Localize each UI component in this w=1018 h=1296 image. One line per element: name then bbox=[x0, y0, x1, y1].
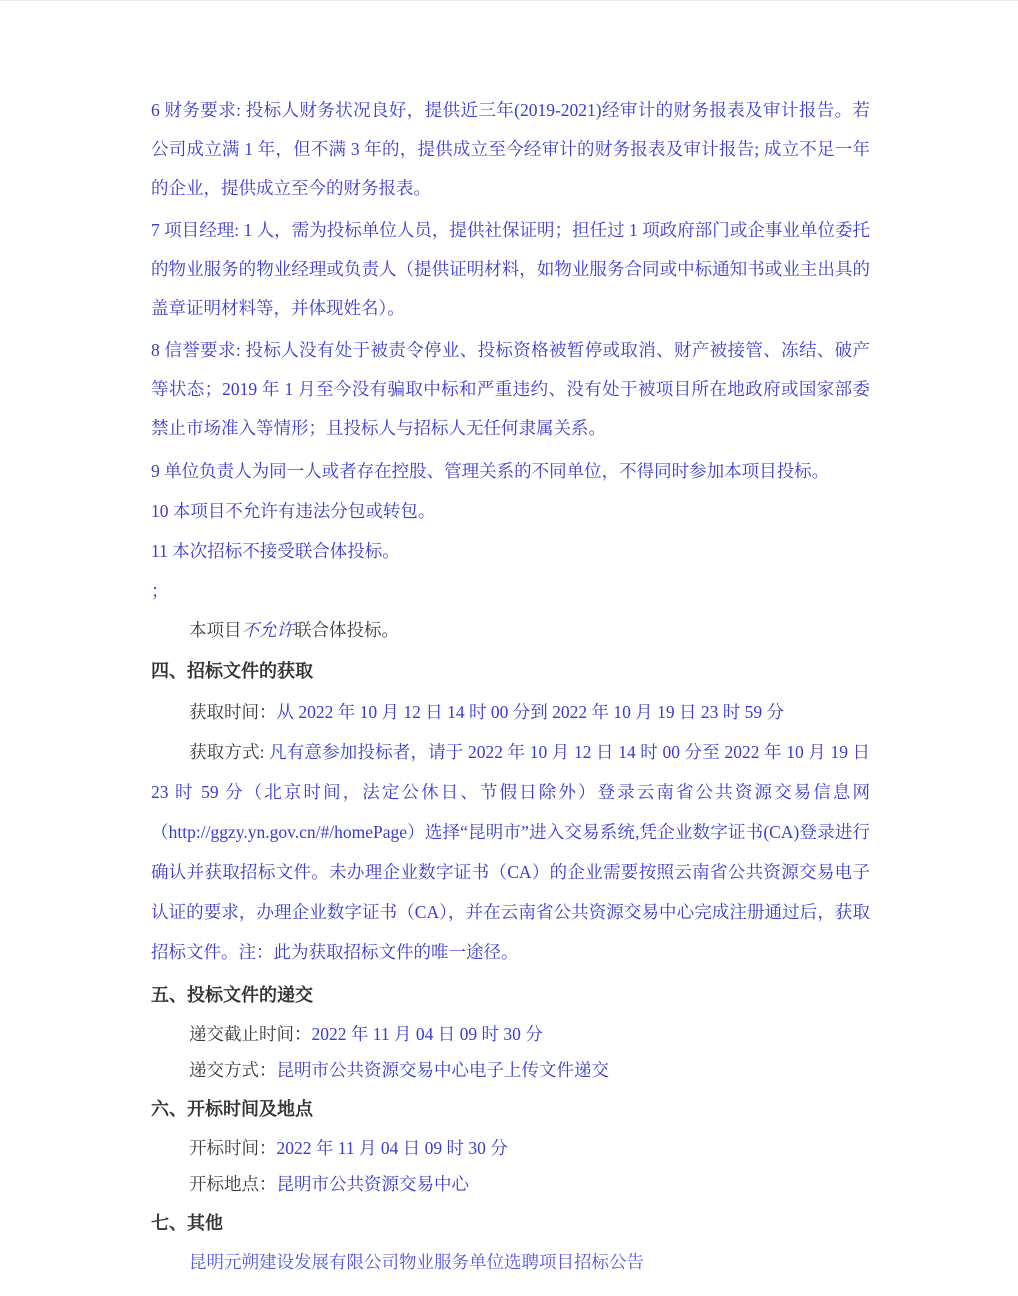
other-note-line: 昆明元朔建设发展有限公司物业服务单位选聘项目招标公告 bbox=[189, 1252, 644, 1272]
same-person-restriction-line: 9 单位负责人为同一人或者存在控股、管理关系的不同单位，不得同时参加本项目投标。 bbox=[151, 461, 830, 481]
project-manager-paragraph: 7 项目经理: 1 人，需为投标单位人员，提供社保证明；担任过 1 项政府部门或企事业单位委托的物业服务的物业经理或负责人（提供证明材料，如物业服务合同或中标通知书或业主出具的盖章证明材料等，并体现姓名）。 bbox=[151, 220, 870, 318]
submit-method-value: 昆明市公共资源交易中心电子上传文件递交 bbox=[276, 1060, 609, 1080]
consortium-note-suffix: 联合体投标。 bbox=[294, 620, 399, 640]
obtain-method-value: 凡有意参加投标者，请于 2022 年 10 月 12 日 14 时 00 分至 2022 年 10 月 19 日 23 时 59 分（北京时间，法定公休日、节假日除外）登录云南省公共资源交易信息网（http://ggzy.yn.gov.cn/#/homePage）选择“昆明市”进入交易系统,凭企业数字证书(CA)登录进行确认并获取招标文件。未办理企业数字证书（CA）的企业需要按照云南省公共资源交易电子认证的要求，办理企业数字证书（CA），并在云南省公共资源交易中心完成注册通过后，获取招标文件。注：此为获取招标文件的唯一途径。 bbox=[151, 742, 870, 962]
obtain-method-paragraph bbox=[151, 732, 870, 972]
obtain-time-label: 获取时间： bbox=[189, 702, 277, 722]
section-5-heading: 五、投标文件的递交 bbox=[151, 985, 313, 1005]
stray-semicolon: ； bbox=[151, 581, 169, 601]
bid-opening-time-line bbox=[151, 1130, 870, 1166]
bid-opening-time-label: 开标时间： bbox=[189, 1138, 277, 1158]
bid-opening-time-value: 2022 年 11 月 04 日 09 时 30 分 bbox=[276, 1138, 508, 1158]
bid-opening-place-value: 昆明市公共资源交易中心 bbox=[276, 1174, 469, 1194]
no-subcontract-line: 10 本项目不允许有违法分包或转包。 bbox=[151, 501, 436, 521]
obtain-method-label: 获取方式: bbox=[189, 742, 270, 762]
no-consortium-line: 11 本次招标不接受联合体投标。 bbox=[151, 541, 400, 561]
obtain-time-value: 从 2022 年 10 月 12 日 14 时 00 分到 2022 年 10 月 19 日 23 时 59 分 bbox=[276, 702, 784, 722]
submit-deadline-line bbox=[151, 1016, 870, 1052]
submit-method-label: 递交方式： bbox=[189, 1060, 277, 1080]
bid-opening-place-line bbox=[151, 1166, 870, 1202]
submit-deadline-value: 2022 年 11 月 04 日 09 时 30 分 bbox=[311, 1024, 543, 1044]
consortium-note-emphasis: 不允许 bbox=[241, 621, 294, 641]
finance-requirements-paragraph: 6 财务要求: 投标人财务状况良好，提供近三年(2019-2021)经审计的财务报表及审计报告。若公司成立满 1 年，但不满 3 年的，提供成立至今经审计的财务报表及审计报告; 成立不足一年的企业，提供成立至今的财务报表。 bbox=[151, 100, 870, 198]
submit-method-line bbox=[151, 1052, 870, 1088]
consortium-note-line bbox=[151, 611, 870, 650]
section-7-heading: 七、其他 bbox=[151, 1213, 223, 1233]
submit-deadline-label: 递交截止时间： bbox=[189, 1024, 312, 1044]
consortium-note-prefix: 本项目 bbox=[189, 620, 242, 640]
section-4-heading: 四、招标文件的获取 bbox=[151, 661, 313, 681]
reputation-requirements-paragraph: 8 信誉要求: 投标人没有处于被责令停业、投标资格被暂停或取消、财产被接管、冻结、破产等状态；2019 年 1 月至今没有骗取中标和严重违约、没有处于被项目所在地政府或国家部委禁止市场准入等情形；且投标人与招标人无任何隶属关系。 bbox=[151, 340, 870, 438]
obtain-time-line bbox=[151, 692, 870, 732]
bid-opening-place-label: 开标地点： bbox=[189, 1174, 277, 1194]
section-6-heading: 六、开标时间及地点 bbox=[151, 1099, 313, 1119]
